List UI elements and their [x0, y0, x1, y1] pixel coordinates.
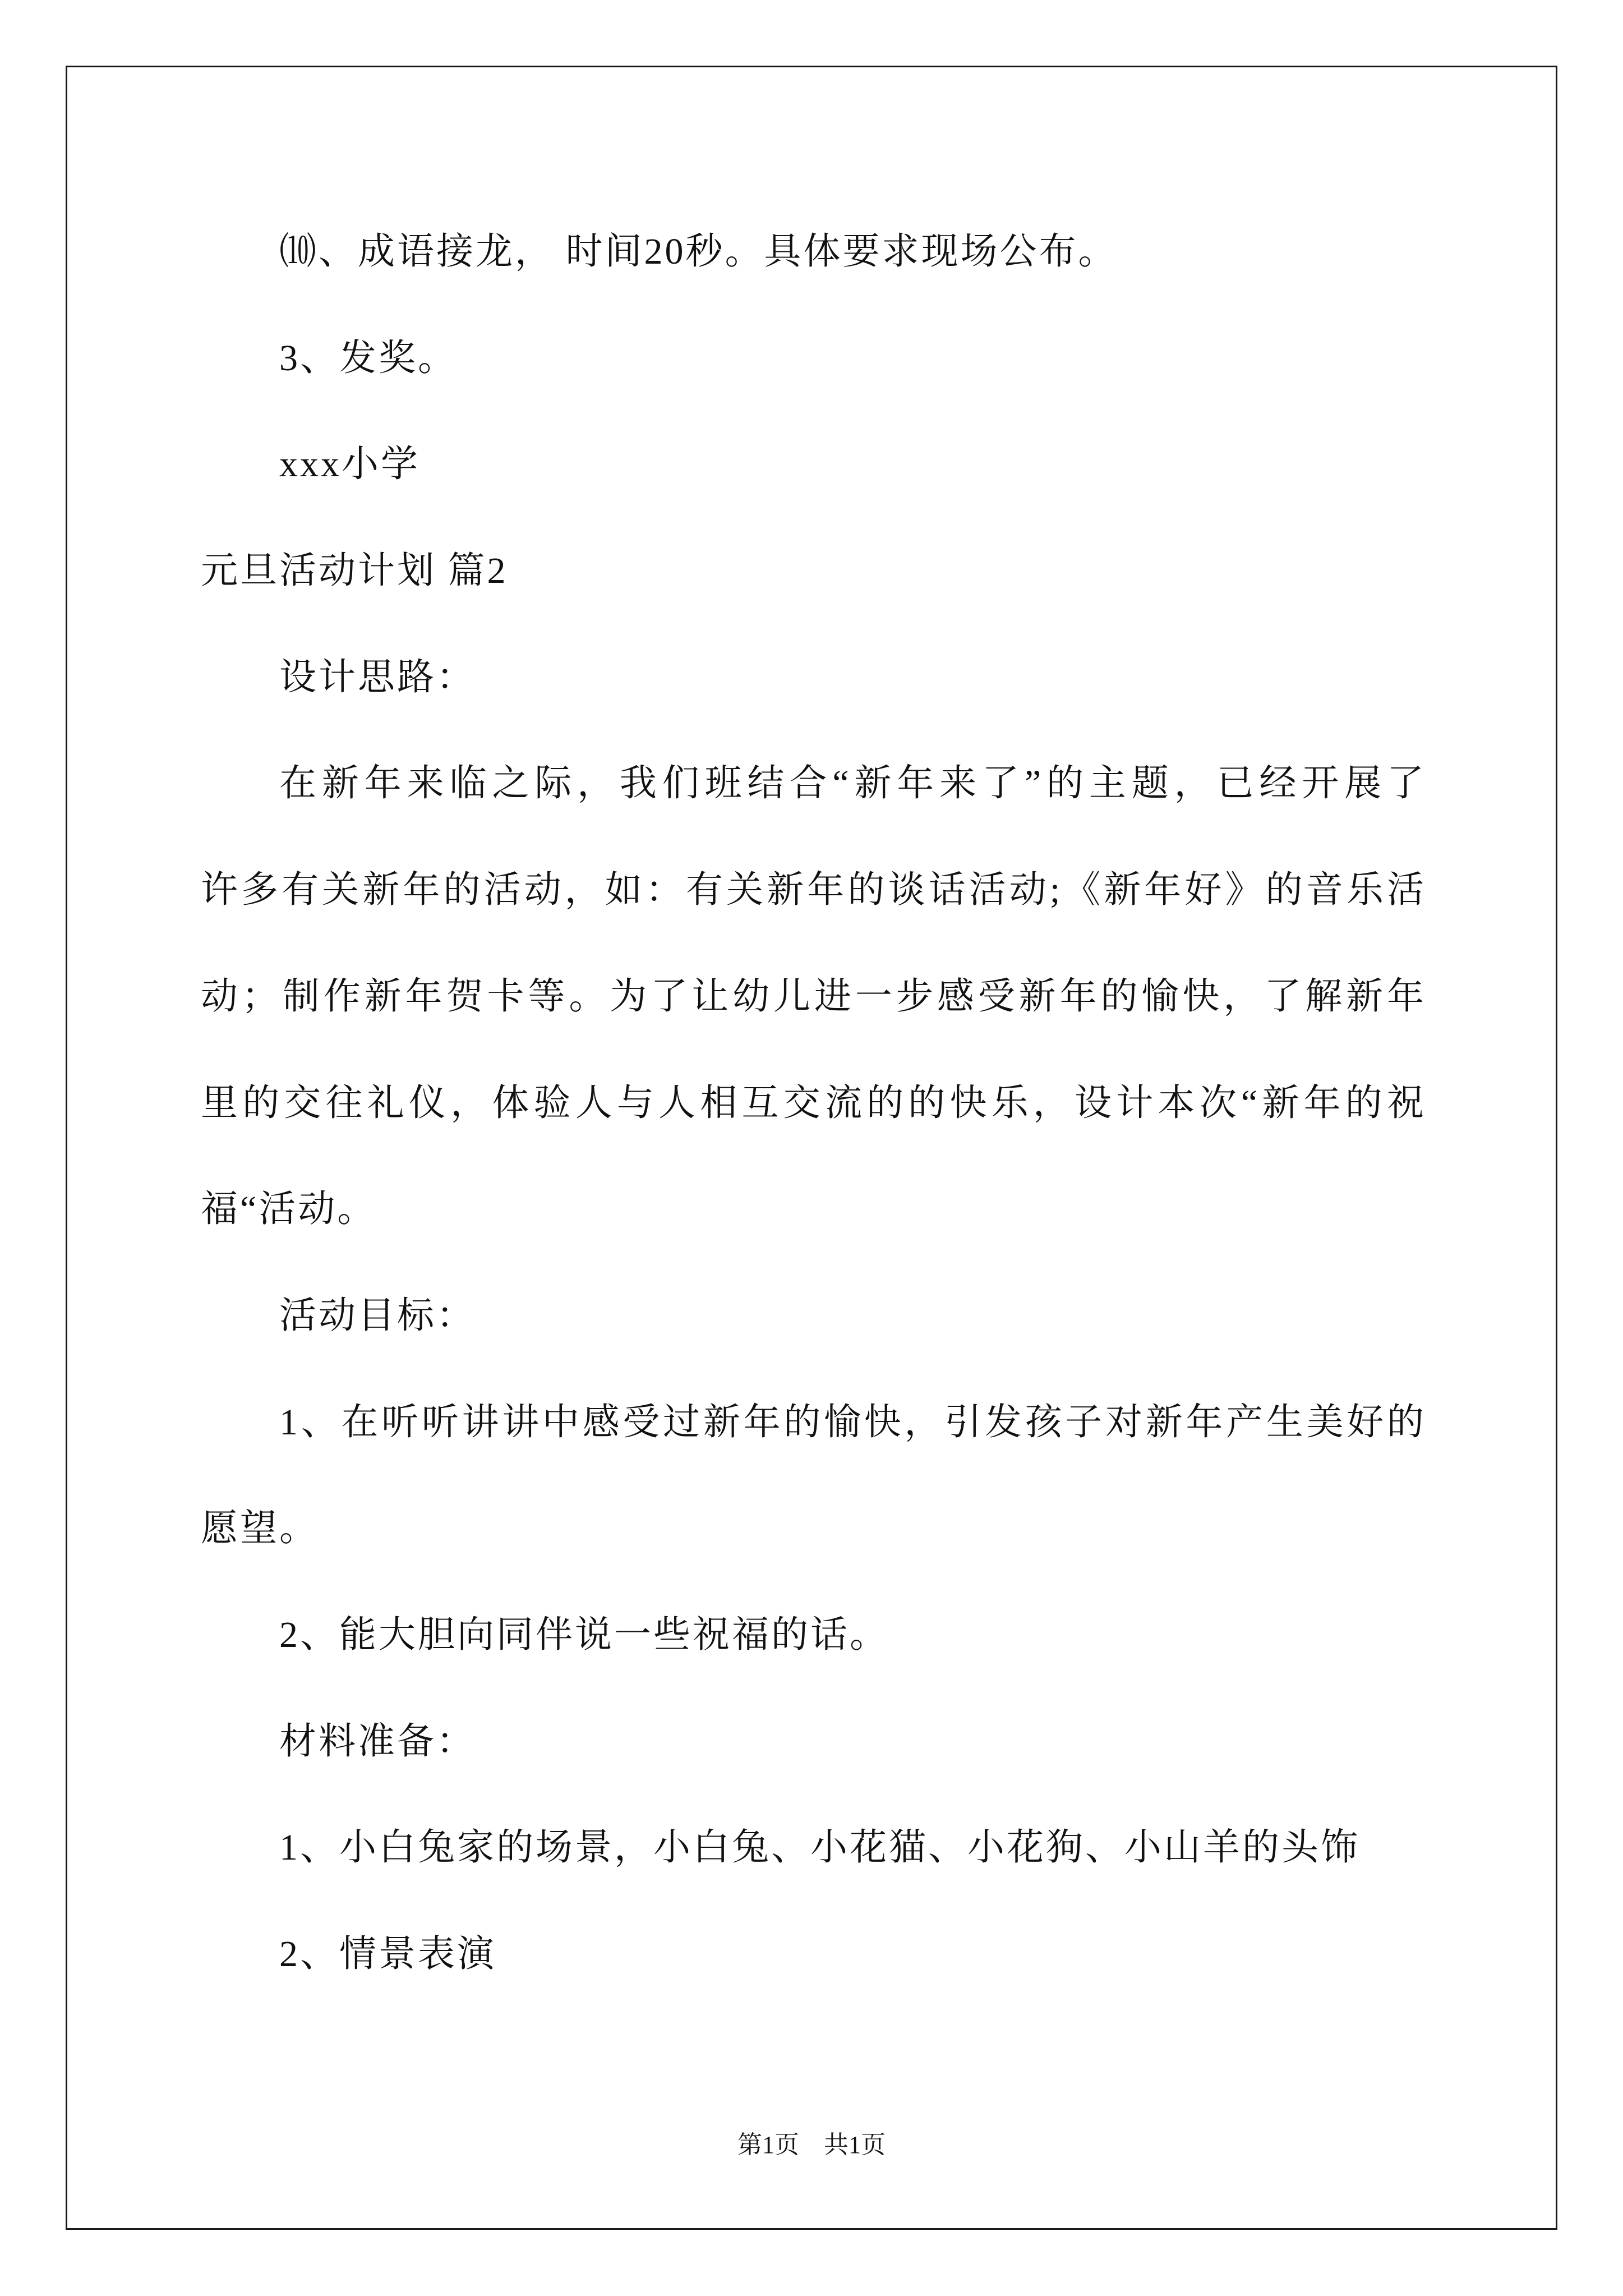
- design-paragraph-line: 许多有关新年的活动，如：有关新年的谈话活动;《新年好》的音乐活: [201, 869, 1426, 911]
- document-body: [201, 199, 1426, 2008]
- design-paragraph-line: 在新年来临之际，我们班结合“新年来了”的主题，已经开展了: [279, 763, 1426, 804]
- school-signature: xxx小学: [279, 444, 420, 485]
- design-paragraph-line: 里的交往礼仪，体验人与人相互交流的的快乐，设计本次“新年的祝: [201, 1082, 1426, 1124]
- page-footer: 第1页 共1页: [737, 2131, 886, 2159]
- goal-item-line: 1、在听听讲讲中感受过新年的愉快，引发孩子对新年产生美好的: [279, 1401, 1426, 1443]
- material-item-2: 2、情景表演: [279, 1934, 496, 1975]
- design-paragraph-line: 福“活动。: [201, 1189, 377, 1230]
- design-paragraph: [201, 730, 1426, 1262]
- award-step: 3、发奖。: [279, 337, 457, 379]
- list-item-10: ⑽、成语接龙， 时间20秒。具体要求现场公布。: [279, 231, 1118, 272]
- goal-item-1: [201, 1369, 1426, 1582]
- material-item-1: 1、小白兔家的场景，小白兔、小花猫、小花狗、小山羊的头饰: [279, 1827, 1360, 1869]
- goal-item-2: 2、能大胆向同伴说一些祝福的话。: [279, 1614, 889, 1655]
- design-heading: 设计思路：: [279, 656, 476, 698]
- materials-heading: 材料准备：: [279, 1720, 476, 1762]
- section-title: 元旦活动计划 篇2: [201, 550, 508, 592]
- design-paragraph-line: 动；制作新年贺卡等。为了让幼儿进一步感受新年的愉快，了解新年: [201, 976, 1426, 1017]
- goals-heading: 活动目标：: [279, 1295, 476, 1336]
- goal-item-line: 愿望。: [201, 1508, 319, 1549]
